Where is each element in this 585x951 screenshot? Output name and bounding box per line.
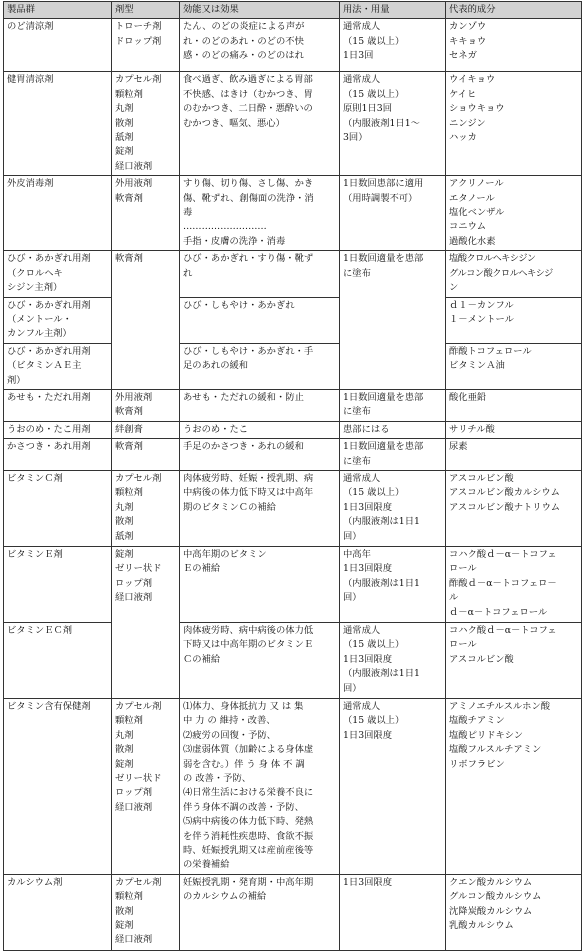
indication-cell: [180, 421, 340, 438]
dosage-line: 通常成人: [343, 21, 381, 33]
indication-cell: [180, 176, 340, 251]
dosage-cell: [340, 470, 446, 546]
ingredients-cell: [446, 698, 582, 874]
ingredients-line: アクリノール: [449, 178, 504, 190]
dosage-line: 中高年: [343, 548, 371, 560]
dosage-line: （15 歳以上）: [343, 487, 405, 499]
indication-cell: [180, 439, 340, 471]
effect-line: 弱を含む。）伴 う 身 体 不 調: [183, 758, 305, 770]
effect-line: ⑵疲労の回復・予防、: [183, 729, 276, 741]
form-line: 丸剤: [115, 729, 134, 741]
dosage-line: 通常成人: [343, 700, 381, 712]
dosage-form-cell: [112, 698, 180, 874]
group-line: ひび・あかぎれ用剤: [7, 253, 91, 265]
form-line: 錠剤: [115, 920, 134, 932]
effect-line: 妊娠授乳期・発育期・中高年期: [183, 876, 314, 888]
dosage-line: に塗布: [343, 455, 371, 467]
ingredients-line: 酸化亜鉛: [449, 391, 487, 403]
product-group-cell: [4, 72, 112, 176]
group-line: （ビタミンＡＥ主: [7, 360, 82, 372]
effect-line: 中 力 の 維持・改善、: [183, 715, 276, 727]
dosage-line: （内服液剤は1日1: [343, 516, 420, 528]
ingredients-cell: [446, 622, 582, 698]
effect-line: 中高年期のビタミン: [183, 548, 267, 560]
effect-line: の 改善・予防、: [183, 773, 252, 784]
form-line: 軟膏剤: [115, 192, 143, 204]
dosage-line: （15 歳以上）: [343, 35, 405, 47]
ingredients-line: 尿素: [449, 441, 468, 453]
group-line: ひび・あかぎれ用剤: [7, 299, 91, 311]
dosage-form-cell: [112, 251, 180, 390]
product-group-cell: [4, 421, 112, 438]
dosage-line: （内服液剤は1日1: [343, 577, 420, 589]
dosage-line: 通常成人: [343, 74, 381, 86]
dosage-line: 1日3回限度: [343, 563, 393, 575]
form-line: 舐剤: [115, 132, 134, 144]
effect-line: すり傷、切り傷、さし傷、かき: [183, 178, 314, 190]
effect-line: のむかつき、二日酔・悪酔いの: [183, 103, 313, 115]
ingredient-table: [3, 1, 582, 951]
dosage-cell: [340, 19, 446, 72]
ingredients-line: 塩酸チアミン: [449, 715, 505, 727]
dosage-line: 原則1日3回: [343, 103, 393, 115]
product-group-cell: [4, 439, 112, 471]
effect-line: うおのめ・たこ: [183, 423, 249, 435]
group-line: ビタミン含有保健剤: [7, 700, 91, 712]
header-product-group: 製品群: [4, 2, 112, 19]
ingredients-line: ロール: [449, 639, 477, 651]
ingredients-line: グルコン酸クロルヘキシジ: [449, 267, 553, 279]
dosage-line: 1日数回適量を患部: [343, 391, 424, 403]
effect-line: 期のビタミンＣの補給: [183, 501, 276, 513]
table-row: [4, 389, 582, 421]
dosage-cell: [340, 546, 446, 622]
dosage-line: （内服液剤1日1～: [343, 117, 420, 129]
group-line: カルシウム剤: [7, 876, 63, 888]
product-group-cell: [4, 297, 112, 343]
ingredients-cell: [446, 439, 582, 471]
form-line: 経口液剤: [115, 801, 153, 813]
effect-line: 手足のかさつき・あれの緩和: [183, 441, 304, 453]
header-dosage-form: 剤型: [112, 2, 180, 19]
ingredients-cell: [446, 176, 582, 251]
group-line: （メントール・: [7, 313, 72, 325]
table-row: [4, 72, 582, 176]
form-line: 顆粒剤: [115, 88, 143, 100]
dosage-line: 回）: [343, 592, 362, 604]
indication-cell: [180, 343, 340, 389]
group-line: あせも・ただれ用剤: [7, 391, 91, 403]
effect-line: たん、のどの炎症による声が: [183, 21, 305, 33]
ingredients-cell: [446, 297, 582, 343]
ingredients-line: ｄ－α－トコフェロール: [449, 606, 548, 618]
effect-line: ⑴体力、身体抵抗力 又 は 集: [183, 700, 304, 712]
dosage-line: 1日数回適量を患部: [343, 253, 424, 265]
dosage-form-cell: [112, 470, 180, 546]
table-row: [4, 546, 582, 622]
ingredients-line: グルコン酸カルシウム: [449, 891, 542, 903]
effect-line: 肉体疲労時、病中病後の体力低: [183, 624, 314, 636]
product-group-cell: [4, 622, 112, 698]
effect-line: 手指・皮膚の洗浄・消毒: [183, 235, 286, 247]
header-row: [4, 2, 582, 19]
dosage-line: 1日数回適量を患部: [343, 441, 424, 453]
indication-cell: [180, 251, 340, 297]
dosage-cell: [340, 421, 446, 438]
dosage-line: （15 歳以上）: [343, 88, 405, 100]
form-line: 散剤: [115, 516, 134, 528]
form-line: 軟膏剤: [115, 406, 143, 418]
indication-cell: [180, 389, 340, 421]
form-line: トローチ剤: [115, 21, 162, 33]
table-row: [4, 421, 582, 438]
effect-line: れ・のどのあれ・のどの不快: [183, 35, 304, 47]
effect-line: 下時又は中高年期のビタミンＥ: [183, 639, 314, 651]
effect-line: Ｃの補給: [183, 653, 221, 665]
form-line: 外用液剤: [115, 178, 153, 190]
ingredients-line: 塩酸ピリドキシン: [449, 729, 524, 741]
table-row: [4, 622, 582, 698]
product-group-cell: [4, 389, 112, 421]
group-line: ビタミンＥ剤: [7, 548, 63, 560]
form-line: 軟膏剤: [115, 441, 143, 453]
effect-line: 不快感、はきけ（むかつき、胃: [183, 88, 313, 100]
product-group-cell: [4, 546, 112, 622]
form-line: 丸剤: [115, 103, 134, 115]
ingredients-cell: [446, 546, 582, 622]
form-line: 散剤: [115, 744, 134, 756]
group-line: 外皮消毒剤: [7, 178, 54, 190]
dosage-line: （15 歳以上）: [343, 639, 405, 651]
dosage-cell: [340, 439, 446, 471]
group-line: ビタミンＥＣ剤: [7, 624, 73, 636]
ingredients-cell: [446, 874, 582, 950]
group-line: シジン主剤）: [7, 282, 63, 294]
form-line: 顆粒剤: [115, 487, 143, 499]
dosage-cell: [340, 251, 446, 390]
dosage-line: 通常成人: [343, 624, 381, 636]
ingredients-cell: [446, 251, 582, 297]
dosage-line: 1日3回限度: [343, 653, 393, 665]
ingredients-cell: [446, 72, 582, 176]
group-line: のど清涼剤: [7, 21, 54, 33]
dosage-line: 1日3回限度: [343, 876, 393, 888]
ingredients-line: ビタミンＡ油: [449, 360, 505, 372]
ingredients-line: １－メントール: [449, 313, 514, 325]
dosage-line: に塗布: [343, 406, 371, 418]
ingredients-line: ハッカ: [449, 132, 477, 144]
dosage-form-cell: [112, 546, 180, 698]
ingredients-line: 過酸化水素: [449, 235, 496, 247]
form-line: カプセル剤: [115, 74, 162, 86]
effect-line: 傷、靴ずれ、創傷面の洗浄・消: [183, 192, 314, 204]
ingredients-line: コハク酸ｄ－α－トコフェ: [449, 548, 557, 560]
table-row: [4, 19, 582, 72]
effect-line: を伴う消耗性疾患時、食欲不振: [183, 830, 314, 842]
form-line: ドロップ剤: [115, 35, 162, 47]
table-row: [4, 297, 582, 343]
form-line: カプセル剤: [115, 472, 162, 484]
product-group-cell: [4, 19, 112, 72]
ingredients-line: ケイヒ: [449, 88, 477, 100]
group-line: ビタミンＣ剤: [7, 472, 63, 484]
dosage-cell: [340, 176, 446, 251]
table-row: [4, 251, 582, 297]
form-line: 経口液剤: [115, 934, 153, 946]
effect-line: ………………………: [183, 221, 267, 233]
indication-cell: [180, 874, 340, 950]
table-row: [4, 343, 582, 389]
form-line: 錠剤: [115, 758, 134, 770]
group-line: うおのめ・たこ用剤: [7, 423, 91, 435]
table-row: [4, 698, 582, 874]
dosage-cell: [340, 72, 446, 176]
ingredients-line: ウイキョウ: [449, 74, 496, 86]
indication-cell: [180, 19, 340, 72]
effect-line: 毒: [183, 207, 193, 219]
indication-cell: [180, 546, 340, 622]
dosage-line: 1日3回限度: [343, 501, 393, 513]
form-line: ロップ剤: [115, 577, 153, 589]
form-line: カプセル剤: [115, 700, 162, 712]
dosage-form-cell: [112, 389, 180, 421]
form-line: ゼリー状ド: [115, 563, 162, 575]
ingredients-line: サリチル酸: [449, 423, 495, 435]
dosage-line: 3回）: [343, 132, 368, 144]
indication-cell: [180, 698, 340, 874]
dosage-line: 通常成人: [343, 472, 381, 484]
ingredients-line: エタノール: [449, 192, 495, 204]
dosage-line: 回）: [343, 682, 362, 694]
effect-line: Ｅの補給: [183, 563, 221, 575]
ingredients-line: ニンジン: [449, 117, 486, 129]
ingredients-line: リボフラビン: [449, 758, 505, 770]
header-dosage: 用法・用量: [340, 2, 446, 19]
ingredients-cell: [446, 421, 582, 438]
ingredients-line: セネガ: [449, 50, 477, 62]
dosage-form-cell: [112, 176, 180, 251]
ingredients-line: キキョウ: [449, 35, 487, 47]
ingredients-line: 沈降炭酸カルシウム: [449, 905, 533, 917]
table-row: [4, 874, 582, 950]
effect-line: ひび・しもやけ・あかぎれ・手: [183, 345, 314, 357]
dosage-form-cell: [112, 421, 180, 438]
effect-line: 食べ過ぎ、飲み過ぎによる胃部: [183, 74, 313, 86]
product-group-cell: [4, 874, 112, 950]
group-line: かさつき・あれ用剤: [7, 441, 91, 453]
effect-line: 感・のどの痛み・のどのはれ: [183, 50, 304, 62]
ingredients-line: コニウム: [449, 221, 487, 233]
dosage-line: 患部にはる: [343, 423, 390, 435]
product-group-cell: [4, 251, 112, 297]
ingredients-cell: [446, 19, 582, 72]
dosage-line: （用時調製不可）: [343, 192, 418, 204]
ingredients-line: 酢酸トコフェロール: [449, 345, 532, 357]
table-row: [4, 176, 582, 251]
form-line: 錠剤: [115, 146, 134, 158]
effect-line: 足のあれの緩和: [183, 360, 249, 372]
effect-line: ⑶虚弱体質（加齢による身体虚: [183, 744, 314, 756]
ingredients-line: ショウキョウ: [449, 103, 505, 115]
effect-line: あせも・ただれの緩和・防止: [183, 391, 304, 403]
form-line: 散剤: [115, 905, 134, 917]
dosage-line: 1日3回: [343, 50, 374, 62]
ingredients-line: 酢酸ｄ－α－トコフェロ－: [449, 577, 557, 589]
dosage-line: 1日数回患部に適用: [343, 178, 424, 190]
dosage-cell: [340, 622, 446, 698]
effect-line: ⑸病中病後の体力低下時、発熱: [183, 816, 314, 828]
indication-cell: [180, 622, 340, 698]
indication-cell: [180, 72, 340, 176]
form-line: カプセル剤: [115, 876, 162, 888]
form-line: 顆粒剤: [115, 715, 143, 727]
ingredients-line: ル: [449, 592, 459, 604]
dosage-line: に塗布: [343, 267, 371, 279]
indication-cell: [180, 470, 340, 546]
ingredients-line: アスコルビン酸カルシウム: [449, 487, 560, 499]
header-ingredients: 代表的成分: [446, 2, 582, 19]
dosage-form-cell: [112, 72, 180, 176]
ingredients-line: アスコルビン酸ナトリウム: [449, 501, 561, 513]
ingredients-line: アスコルビン酸: [449, 653, 514, 665]
form-line: 絆創膏: [115, 423, 143, 435]
group-line: 剤）: [7, 374, 26, 386]
dosage-form-cell: [112, 439, 180, 471]
effect-line: ⑷日常生活における栄養不良に: [183, 787, 314, 799]
form-line: 経口液剤: [115, 592, 153, 604]
dosage-form-cell: [112, 874, 180, 950]
group-line: （クロルヘキ: [7, 267, 63, 279]
form-line: ゼリー状ド: [115, 773, 162, 784]
ingredients-line: 塩酸クロルヘキシジン: [449, 253, 536, 265]
table-row: [4, 439, 582, 471]
ingredients-line: コハク酸ｄ－α－トコフェ: [449, 624, 557, 636]
group-line: ひび・あかぎれ用剤: [7, 345, 91, 357]
ingredients-line: カンゾウ: [449, 21, 487, 33]
effect-line: 時、妊娠授乳期又は産前産後等: [183, 845, 314, 857]
dosage-cell: [340, 389, 446, 421]
form-line: 経口液剤: [115, 160, 153, 172]
dosage-line: 1日3回限度: [343, 729, 393, 741]
form-line: 外用液剤: [115, 391, 153, 403]
dosage-cell: [340, 874, 446, 950]
dosage-line: （内服液剤は1日1: [343, 668, 420, 680]
form-line: 丸剤: [115, 501, 134, 513]
dosage-form-cell: [112, 19, 180, 72]
ingredients-cell: [446, 389, 582, 421]
ingredients-line: ｄ１－カンフル: [449, 299, 514, 311]
form-line: 舐剤: [115, 530, 134, 542]
effect-line: れ: [183, 267, 193, 279]
ingredients-cell: [446, 470, 582, 546]
ingredients-line: クエン酸カルシウム: [449, 876, 533, 888]
effect-line: 肉体疲労時、妊娠・授乳期、病: [183, 472, 314, 484]
ingredients-line: 塩化ベンザル: [449, 207, 505, 219]
ingredients-line: ロール: [449, 563, 477, 575]
dosage-line: 回）: [343, 530, 362, 542]
ingredients-line: 乳酸カルシウム: [449, 920, 514, 932]
product-group-cell: [4, 343, 112, 389]
ingredients-line: アミノエチルスルホン酸: [449, 700, 551, 712]
product-group-cell: [4, 470, 112, 546]
ingredients-line: 塩酸フルスルチアミン: [449, 744, 542, 756]
effect-line: 中病後の体力低下時又は中高年: [183, 487, 314, 499]
form-line: 散剤: [115, 117, 134, 129]
product-group-cell: [4, 698, 112, 874]
effect-line: 伴う身体不調の改善・予防、: [183, 801, 304, 813]
effect-line: の栄養補給: [183, 859, 230, 871]
effect-line: むかつき、嘔気、悪心）: [183, 117, 285, 129]
ingredients-cell: [446, 343, 582, 389]
table-row: [4, 470, 582, 546]
indication-cell: [180, 297, 340, 343]
group-line: 健胃清涼剤: [7, 74, 54, 86]
effect-line: ひび・あかぎれ・すり傷・靴ず: [183, 253, 314, 265]
ingredients-line: アスコルビン酸: [449, 472, 514, 484]
dosage-cell: [340, 698, 446, 874]
dosage-line: （15 歳以上）: [343, 715, 405, 727]
effect-line: ひび・しもやけ・あかぎれ: [183, 299, 295, 311]
ingredients-line: ン: [449, 282, 458, 294]
effect-line: のカルシウムの補給: [183, 891, 267, 903]
product-group-cell: [4, 176, 112, 251]
form-line: 軟膏剤: [115, 253, 143, 265]
form-line: 錠剤: [115, 548, 134, 560]
form-line: ロップ剤: [115, 787, 153, 799]
header-indication: 効能又は効果: [180, 2, 340, 19]
form-line: 顆粒剤: [115, 891, 143, 903]
group-line: カンフル主剤）: [7, 328, 72, 340]
